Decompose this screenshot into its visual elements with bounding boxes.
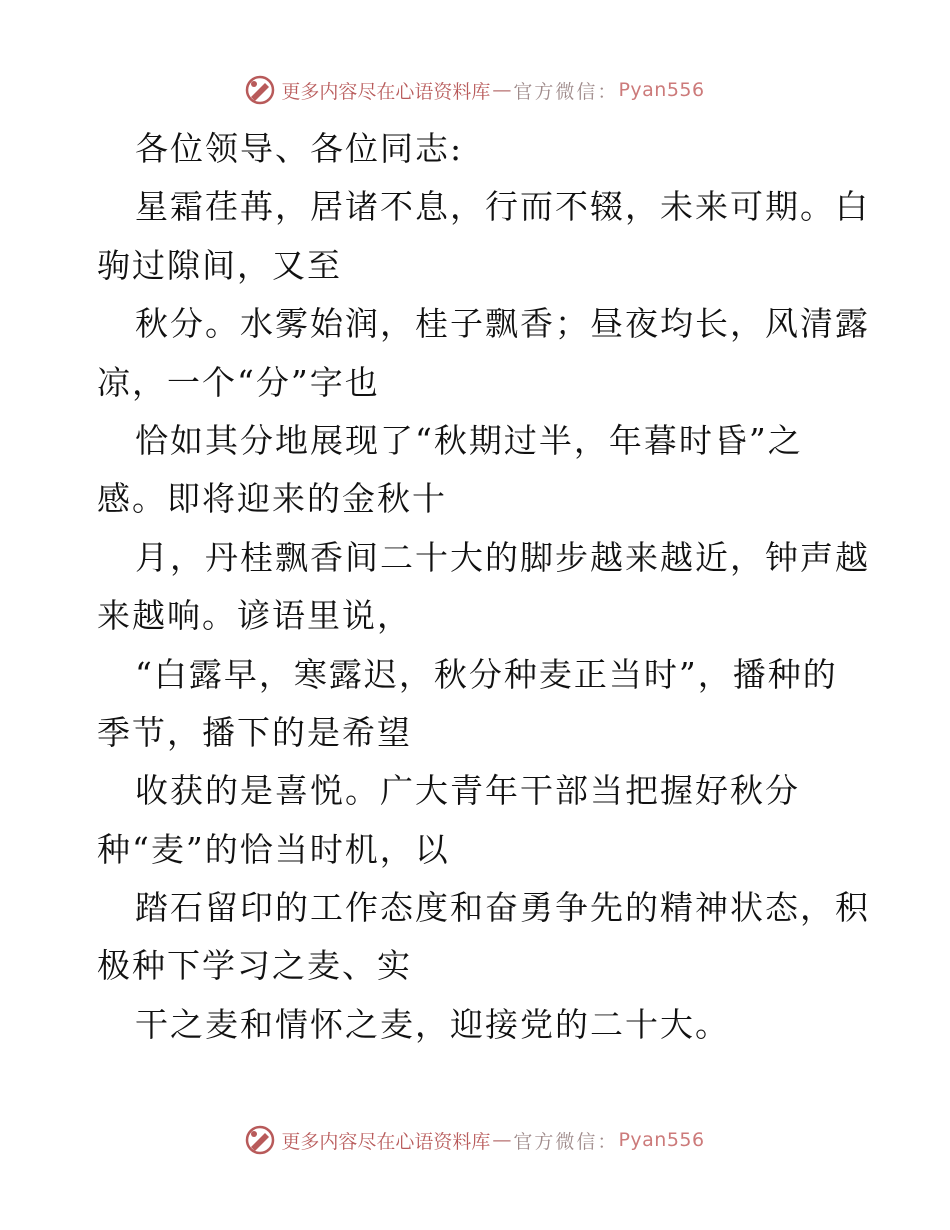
paragraph-line: “白露早，寒露迟，秋分种麦正当时”，播种的	[135, 654, 838, 694]
watermark-wechat-label: 官方微信：	[513, 80, 619, 103]
watermark-text: 更多内容尽在心语资料库	[281, 80, 491, 103]
watermark-wechat-label: 官方微信：	[513, 1130, 619, 1153]
salutation-line: 各位领导、各位同志:	[135, 129, 464, 168]
watermark-wechat-id: Pyan556	[618, 79, 705, 101]
paragraph-line: 凉，一个“分”字也	[97, 362, 380, 402]
paragraph-line: 干之麦和情怀之麦，迎接党的二十大。	[135, 1004, 730, 1044]
paragraph-line: 种“麦”的恰当时机，以	[97, 829, 450, 869]
watermark-text: 更多内容尽在心语资料库	[281, 1130, 491, 1153]
ink-pen-logo-icon	[245, 1125, 275, 1155]
paragraph-line: 踏石留印的工作态度和奋勇争先的精神状态，积	[135, 888, 870, 928]
ink-pen-logo-icon	[245, 75, 275, 105]
paragraph-line: 恰如其分地展现了“秋期过半，年暮时昏”之	[135, 420, 803, 460]
paragraph-line: 感。即将迎来的金秋十	[97, 479, 447, 519]
paragraph-line: 来越响。谚语里说，	[97, 596, 412, 636]
document-body	[97, 120, 870, 1054]
watermark-separator: —	[492, 79, 512, 101]
paragraph-line: 收获的是喜悦。广大青年干部当把握好秋分	[135, 771, 800, 811]
paragraph-line: 月，丹桂飘香间二十大的脚步越来越近，钟声越	[135, 537, 870, 577]
footer-watermark	[0, 1120, 950, 1160]
watermark-wechat-id: Pyan556	[618, 1129, 705, 1151]
paragraph-line: 季节，播下的是希望	[97, 712, 412, 752]
paragraph-line: 星霜荏苒，居诸不息，行而不辍，未来可期。白	[135, 187, 870, 227]
header-watermark	[0, 70, 950, 110]
paragraph-line: 极种下学习之麦、实	[97, 946, 412, 986]
paragraph-line: 秋分。水雾始润，桂子飘香；昼夜均长，风清露	[135, 304, 870, 344]
watermark-separator: —	[492, 1129, 512, 1151]
paragraph-line: 驹过隙间，又至	[97, 245, 342, 285]
